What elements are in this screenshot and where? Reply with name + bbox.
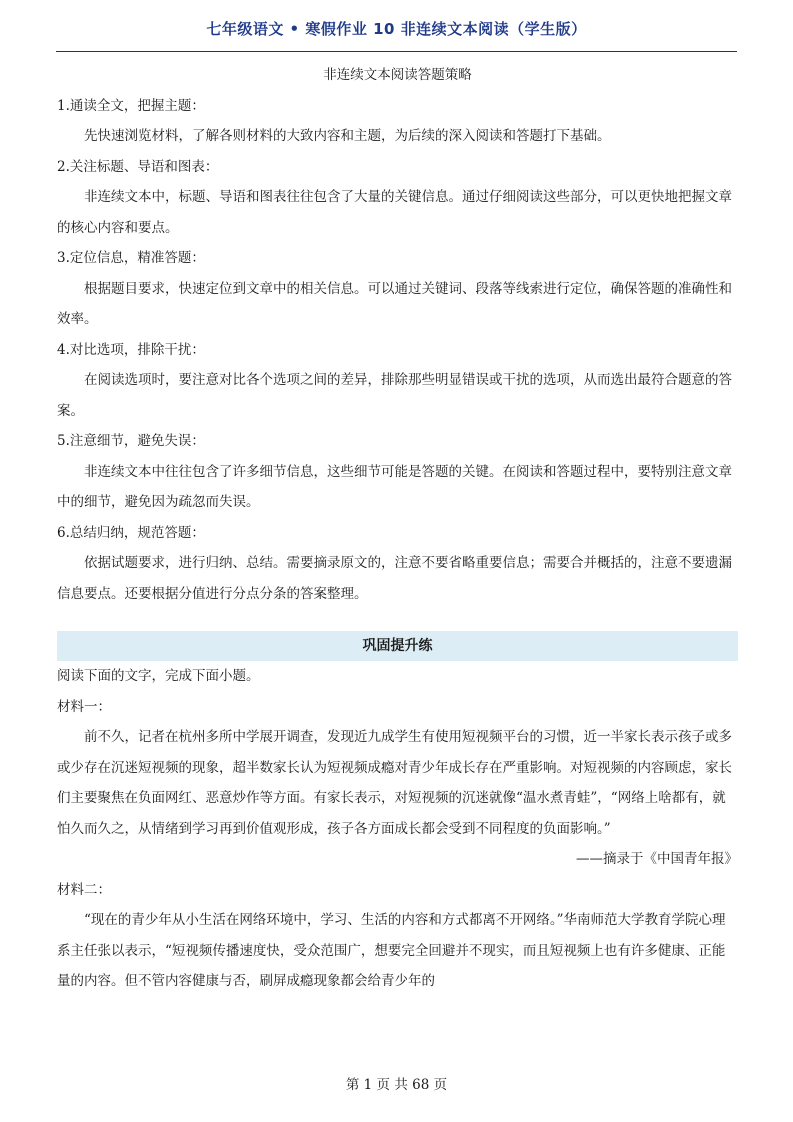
strategy-heading: 1.通读全文，把握主题： [57,97,205,114]
strategy-heading: 6.总结归纳，规范答题： [57,524,205,541]
page-header-title: 七年级语文 • 寒假作业 10 非连续文本阅读（学生版） [206,20,587,38]
strategy-paragraph: 根据题目要求，快速定位到文章中的相关信息。可以通过关键词、段落等线索进行定位，确保答题的准确性和效率。 [57,280,732,327]
strategy-heading: 2.关注标题、导语和图表： [57,158,219,175]
strategy-heading: 5.注意细节，避免失误： [57,433,205,449]
header-divider [56,51,737,52]
material-two-text: “现在的青少年从小生活在网络环境中，学习、生活的内容和方式都离不开网络。”华南师范大学教育学院心理系主任张以表示，“短视频传播速度快，受众范围广，想要完全回避并不现实，而且短视频上也有许多健康、正能量的内容。但不管内容健康与否，刷屏成瘾现象都会给青少年的 [57,912,726,989]
strategy-paragraph: 先快速浏览材料，了解各则材料的大致内容和主题，为后续的深入阅读和答题打下基础。 [84,128,611,144]
material-two-label: 材料二： [57,881,111,898]
material-one-text: 前不久，记者在杭州多所中学展开调查，发现近九成学生有使用短视频平台的习惯，近一半家长表示孩子或多或少存在沉迷短视频的现象，超半数家长认为短视频成瘾对青少年成长存在严重影响。对短视频的内容顾虑，家长们主要聚焦在负面网红、恶意炒作等方面。有家长表示，对短视频的沉迷就像“温水煮青蛙”，“网络上啥都有，就怕久而久之，从情绪到学习再到价值观形成，孩子各方面成长都会受到不同程度的负面影响。” [57,729,732,837]
material-one-source: ——摘录于《中国青年报》 [576,851,738,867]
strategy-title: 非连续文本阅读答题策略 [323,67,472,83]
material-one-label: 材料一： [57,698,111,715]
strategy-heading: 4.对比选项，排除干扰： [57,341,205,358]
practice-section-title: 巩固提升练 [57,631,738,661]
strategy-paragraph: 非连续文本中，标题、导语和图表往往包含了大量的关键信息。通过仔细阅读这些部分，可以更快地把握文章的核心内容和要点。 [57,189,732,236]
strategy-paragraph: 依据试题要求，进行归纳、总结。需要摘录原文的，注意不要省略重要信息；需要合并概括的，注意不要遗漏信息要点。还要根据分值进行分点分条的答案整理。 [57,555,732,602]
strategy-heading: 3.定位信息，精准答题： [57,250,205,266]
strategy-paragraph: 非连续文本中往往包含了许多细节信息，这些细节可能是答题的关键。在阅读和答题过程中，要特别注意文章中的细节，避免因为疏忽而失误。 [57,463,732,510]
strategy-paragraph: 在阅读选项时，要注意对比各个选项之间的差异，排除那些明显错误或干扰的选项，从而选出最符合题意的答案。 [57,372,732,419]
page-number-footer: 第 1 页 共 68 页 [345,1077,448,1093]
document-body [57,60,738,997]
practice-instruction: 阅读下面的文字，完成下面小题。 [57,668,260,684]
